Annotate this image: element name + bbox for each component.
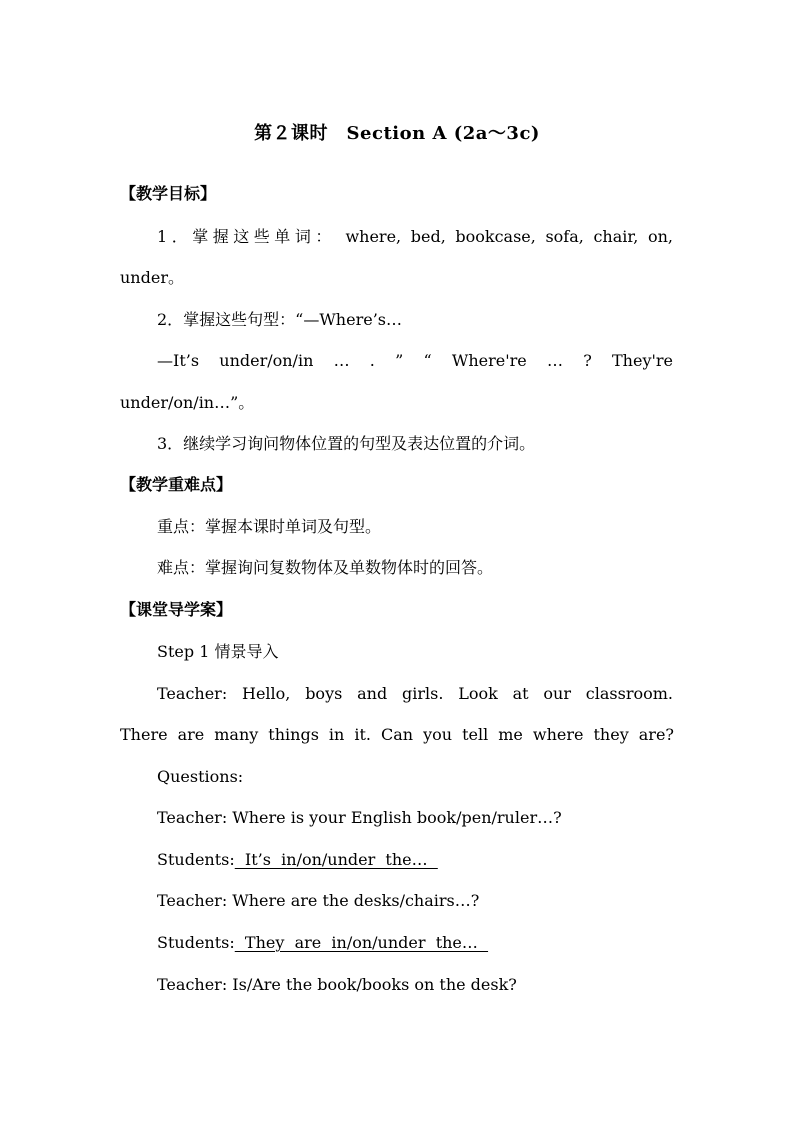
step-1-label: Step 1 情景导入 <box>157 642 279 661</box>
objective-item-2-cont2: under/on/in…”。 <box>120 393 255 412</box>
objective-item-1: 1．掌握这些单词： where, bed, bookcase, sofa, chair, on, <box>157 227 673 246</box>
objectives-heading: 【教学目标】 <box>120 184 217 203</box>
objective-item-1-cont: under。 <box>120 268 184 287</box>
students-label: Students: <box>157 850 235 869</box>
teacher-question-2: Teacher: Where are the desks/chairs…? <box>157 891 480 910</box>
page-title: 第２课时 Section A (2a～3c) <box>254 123 540 144</box>
students-label: Students: <box>157 933 235 952</box>
teacher-intro: Teacher: Hello, boys and girls. Look at our classroom. <box>157 684 673 703</box>
key-points-heading: 【教学重难点】 <box>120 475 233 494</box>
students-answer-1 <box>157 850 438 870</box>
questions-label: Questions: <box>157 767 244 786</box>
objective-item-2-cont: —It’s under/on/in … . ” “ Where're … ? They're <box>157 351 673 370</box>
teacher-question-3: Teacher: Is/Are the book/books on the desk? <box>157 975 517 994</box>
objective-item-2: 2．掌握这些句型：“—Where’s… <box>157 310 402 329</box>
key-point-difficulty: 难点：掌握询问复数物体及单数物体时的回答。 <box>157 558 494 577</box>
students-answer-2 <box>157 933 488 953</box>
objective-item-3: 3．继续学习询问物体位置的句型及表达位置的介词。 <box>157 434 536 453</box>
answer-blank: They are in/on/under the… <box>234 933 489 952</box>
teacher-intro-cont: There are many things in it. Can you tell me where they are? <box>120 725 674 744</box>
key-point-focus: 重点：掌握本课时单词及句型。 <box>157 517 382 536</box>
answer-blank: It’s in/on/under the… <box>234 850 438 869</box>
guide-heading: 【课堂导学案】 <box>120 600 233 619</box>
teacher-question-1: Teacher: Where is your English book/pen/ruler…? <box>157 808 562 827</box>
